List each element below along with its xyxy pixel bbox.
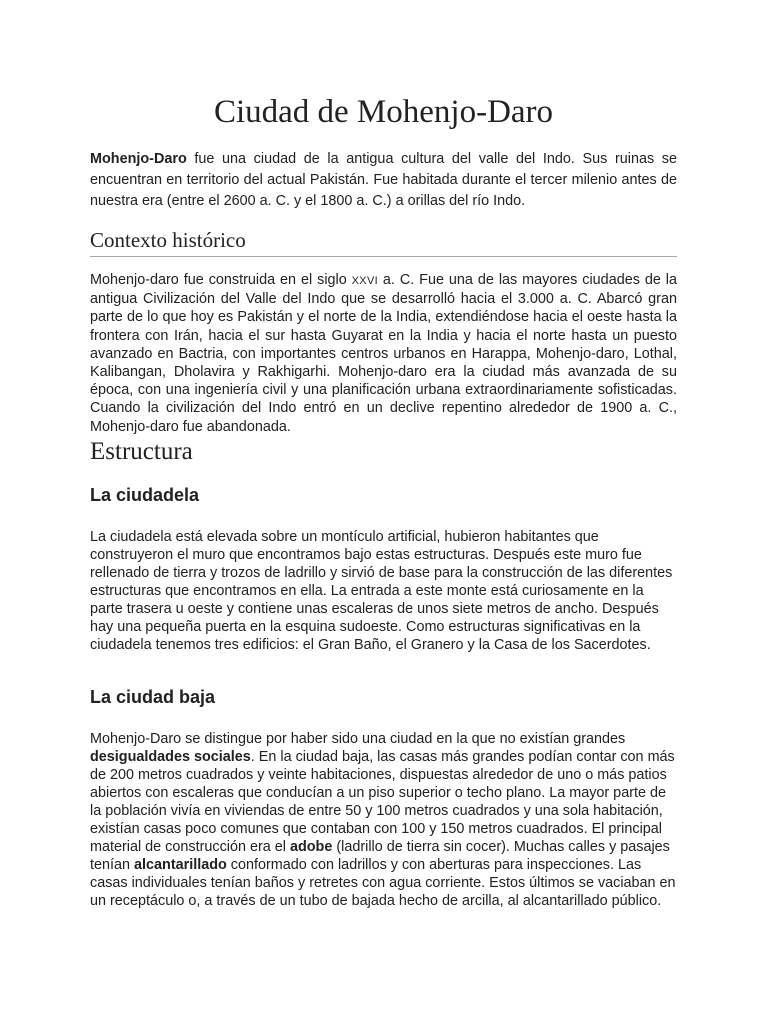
contexto-paragraph xyxy=(90,271,677,436)
ciudad-baja-paragraph xyxy=(90,730,677,910)
baja-text-1: Mohenjo-Daro se distingue por haber sido una ciudad en la que no existían grandes xyxy=(90,731,626,747)
baja-text-3: (ladrillo de tierra sin cocer). Muchas calles y pasajes tenían xyxy=(90,839,670,873)
page-title: Ciudad de Mohenjo-Daro xyxy=(213,94,554,130)
subsection-heading-ciudad-baja: La ciudad baja xyxy=(90,687,216,707)
section-heading-estructura: Estructura xyxy=(90,438,193,465)
intro-text: fue una ciudad de la antigua cultura del valle del Indo. Sus ruinas se encuentran en territorio del actual Pakistán. Fue habitada durante el tercer milenio antes de nuestra era (entre el 2600 a. C. y el 1800 a. C.) a orillas del río Indo. xyxy=(90,151,677,209)
baja-bold-alcantarillado: alcantarillado xyxy=(134,857,227,873)
intro-paragraph xyxy=(90,149,677,212)
contexto-text-after: a. C. Fue una de las mayores ciudades de la antigua Civilización del Valle del Indo que se desarrolló hacia el 3.000 a. C. Abarcó gran parte de lo que hoy es Pakistán y el norte de la India, extendiéndose hacia el oeste hasta la frontera con Irán, hacia el sur hasta Guyarat en la India y hacia el norte hasta un puesto avanzado en Bactria, con importantes centros urbanos en Harappa, Mohenjo-daro, Lothal, Kalibangan, Dholavira y Rakhigarhi. Mohenjo-daro era la ciudad más avanzada de su época, con una ingeniería civil y una planificación urbana extraordinariamente sofisticadas. Cuando la civilización del Indo entró en un declive repentino alrededor de 1900 a. C., Mohenjo-daro fue abandonada. xyxy=(90,272,677,435)
contexto-text-before: Mohenjo-daro fue construida en el siglo xyxy=(90,272,352,288)
subsection-heading-ciudadela: La ciudadela xyxy=(90,485,200,505)
baja-text-2: . En la ciudad baja, las casas más grandes podían contar con más de 200 metros cuadrados y veinte habitaciones, dispuestas alrededor de uno o más patios abiertos con escaleras que conducían a un piso superior o techo plano. La mayor parte de la población vivía en viviendas de entre 50 y 100 metros cuadrados y una sola habitación, existían casas poco comunes que contaban con 100 y 150 metros cuadrados. El principal material de construcción era el xyxy=(90,749,675,855)
century-numeral: XXVI xyxy=(351,275,378,287)
baja-text-4: conformado con ladrillos y con aberturas para inspecciones. Las casas individuales tenían baños y retretes con agua corriente. Estos últimos se vaciaban en un receptáculo o, a través de un tubo de bajada hecho de arcilla, al alcantarillado público. xyxy=(90,857,676,909)
ciudadela-paragraph: La ciudadela está elevada sobre un montículo artificial, hubieron habitantes que construyeron el muro que encontramos bajo estas estructuras. Después este muro fue rellenado de tierra y trozos de ladrillo y sirvió de base para la construcción de las diferentes estructuras que encontramos en ella. La entrada a este monte está curiosamente en la parte trasera u oeste y contiene unas escaleras de unos siete metros de ancho. Después hay una pequeña puerta en la esquina sudoeste. Como estructuras significativas en la ciudadela tenemos tres edificios: el Gran Baño, el Granero y la Casa de los Sacerdotes. xyxy=(90,529,673,653)
intro-bold-term: Mohenjo-Daro xyxy=(90,151,187,167)
section-heading-contexto: Contexto histórico xyxy=(90,226,677,257)
baja-bold-desigualdades: desigualdades sociales xyxy=(90,749,251,765)
baja-bold-adobe: adobe xyxy=(289,839,333,855)
